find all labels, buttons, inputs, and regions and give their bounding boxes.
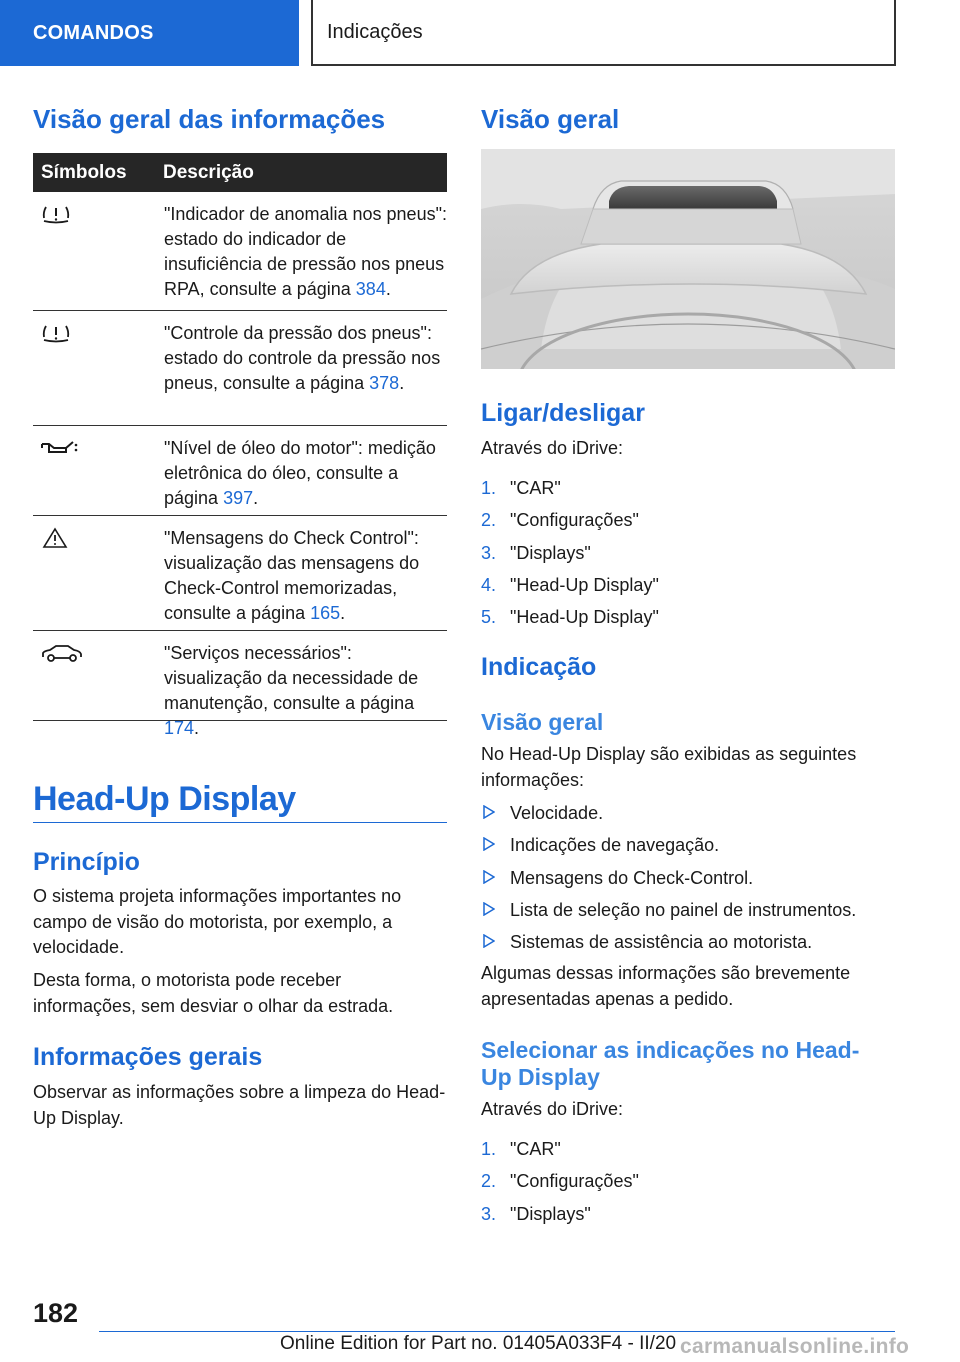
display-title: Indicação: [481, 653, 597, 681]
page-link[interactable]: 165: [310, 603, 341, 623]
table-row: [33, 192, 447, 311]
list-item: 1. "CAR": [481, 1139, 561, 1159]
list-item: Velocidade.: [481, 801, 895, 833]
select-intro: Através do iDrive:: [481, 1099, 624, 1119]
row-description: "Serviços necessários": visualização da necessidade de manutenção, consulte a página 174.: [164, 643, 419, 738]
principle-text-2: Desta forma, o motorista pode receber informações, sem desviar o olhar da estrada.: [33, 970, 394, 1016]
chapter-tab: [311, 0, 896, 66]
general-info-text: Observar as informações sobre a limpeza do Head-Up Display.: [33, 1082, 446, 1128]
select-title: Selecionar as indicações no Head-Up Display: [481, 1037, 860, 1090]
row-description: "Mensagens do Check Control": visualização das mensagens do Check-Control memorizadas, consulte a página 165.: [164, 528, 420, 623]
bullet-triangle-icon: [483, 902, 495, 916]
footer-rule: [99, 1331, 895, 1332]
hud-photo: [481, 149, 895, 369]
display-intro: No Head-Up Display são exibidas as seguintes informações:: [481, 744, 857, 790]
list-item: Lista de seleção no painel de instrumentos.: [481, 898, 895, 930]
bullet-triangle-icon: [483, 837, 495, 851]
table-row: [33, 426, 447, 516]
page-link[interactable]: 174: [164, 718, 195, 738]
page-link[interactable]: 378: [369, 373, 400, 393]
watermark: carmanualsonline.info: [680, 1335, 910, 1358]
list-item: Indicações de navegação.: [481, 833, 895, 865]
overview-title: Visão geral: [481, 104, 620, 134]
display-subtitle: Visão geral: [481, 709, 604, 735]
list-item: Mensagens do Check-Control.: [481, 866, 895, 898]
table-row: [33, 516, 447, 631]
table-header: [33, 153, 447, 192]
row-description: "Controle da pressão dos pneus": estado do controle da pressão nos pneus, consulte a página 378.: [164, 323, 441, 393]
list-item: 5. "Head-Up Display": [481, 607, 659, 628]
tire-pressure-monitor-icon: [41, 323, 71, 345]
section-label: COMANDOS: [33, 21, 154, 44]
list-item: 3. "Displays": [481, 542, 591, 563]
bullet-triangle-icon: [483, 870, 495, 884]
general-info-title: Informações gerais: [33, 1043, 263, 1071]
select-steps: [481, 1137, 895, 1234]
symbols-table: [33, 153, 447, 738]
list-item: 3. "Displays": [481, 1203, 591, 1224]
table-row: [33, 311, 447, 426]
principle-title: Princípio: [33, 848, 140, 876]
edition-text: Online Edition for Part no. 01405A033F4 - II/20: [280, 1333, 677, 1354]
section-tab: [0, 0, 299, 66]
tire-pressure-warning-icon: [41, 204, 71, 226]
page-number: 182: [33, 1298, 79, 1328]
list-item: 1. "CAR": [481, 478, 561, 498]
list-item: 2. "Configurações": [481, 510, 639, 531]
row-description: "Nível de óleo do motor": medição eletrônica do óleo, consulte a página 397.: [164, 438, 436, 508]
list-item: Sistemas de assistência ao motorista.: [481, 930, 895, 962]
col-description: Descrição: [163, 161, 254, 183]
page-link[interactable]: 397: [223, 488, 254, 508]
onoff-intro: Através do iDrive:: [481, 438, 624, 458]
chapter-label: Indicações: [327, 20, 423, 43]
principle-text-1: O sistema projeta informações importantes no campo de visão do motorista, por exemplo, a velocidade.: [33, 886, 402, 957]
bullet-triangle-icon: [483, 805, 495, 819]
overview-table-title: Visão geral das informações: [33, 104, 386, 134]
onoff-title: Ligar/desligar: [481, 399, 645, 427]
list-item: 2. "Configurações": [481, 1171, 639, 1192]
onoff-steps: [481, 476, 895, 637]
hud-title: Head-Up Display: [33, 780, 296, 818]
hud-title-rule: [33, 822, 447, 823]
page-link[interactable]: 384: [355, 279, 386, 299]
table-row: [33, 631, 447, 738]
display-items: [481, 801, 895, 962]
warning-triangle-icon: [42, 527, 68, 549]
service-car-icon: [40, 643, 84, 665]
display-note: Algumas dessas informações são brevemente apresentadas apenas a pedido.: [481, 963, 851, 1009]
bullet-triangle-icon: [483, 934, 495, 948]
row-description: "Indicador de anomalia nos pneus": estado do indicador de insuficiência de pressão nos pneus RPA, consulte a página 384.: [164, 204, 447, 299]
oil-level-icon: [40, 438, 80, 458]
list-item: 4. "Head-Up Display": [481, 574, 659, 595]
col-symbols: Símbolos: [41, 161, 127, 183]
